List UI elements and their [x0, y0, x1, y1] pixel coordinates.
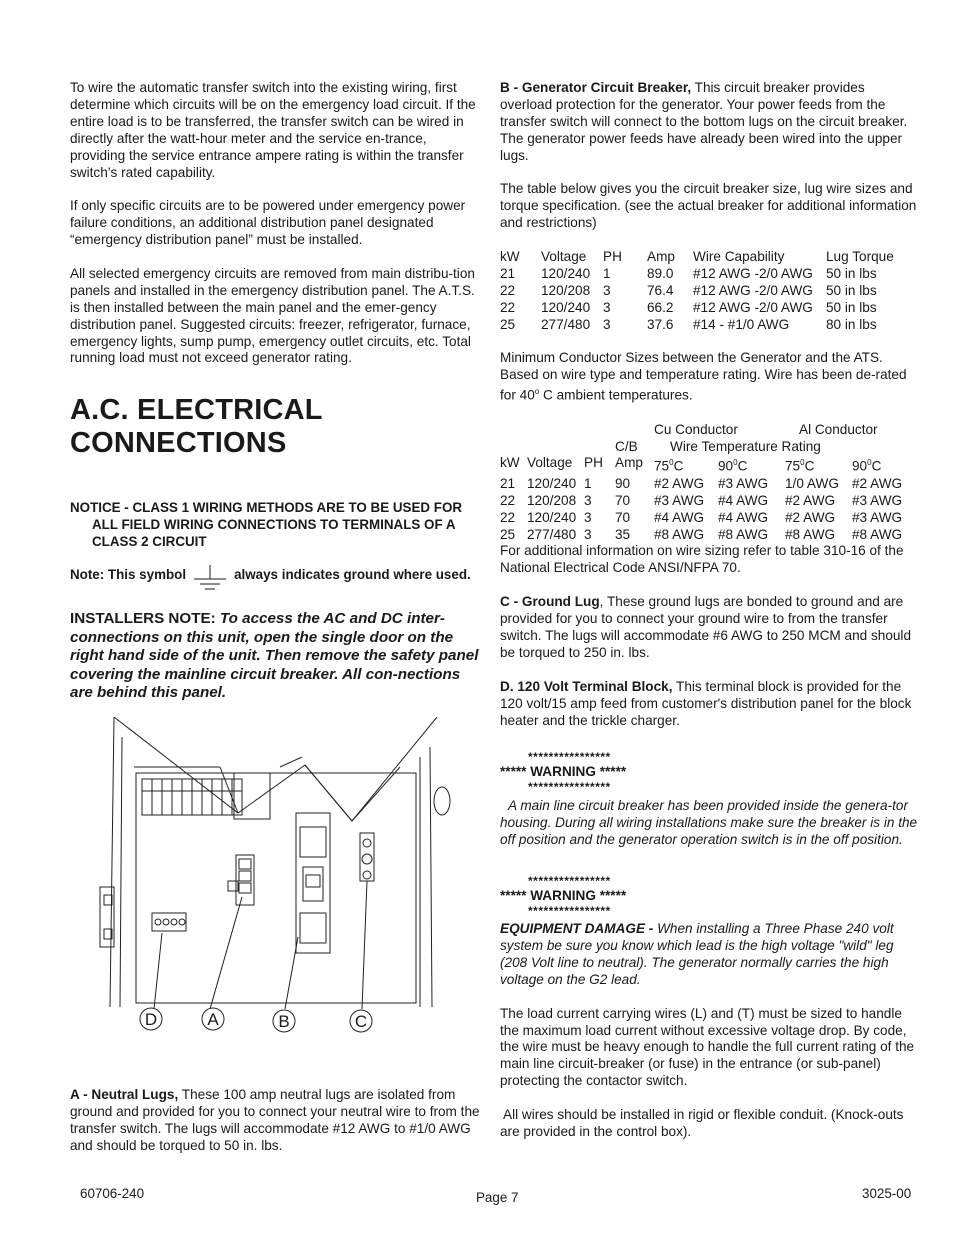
- intro-paragraph-3: All selected emergency circuits are removed from main distribu-tion panels and installed in the emergency distribution panel. The A.T.S. is then installed between the main panel and the emer-gency distribution panel. Suggested circuits: freezer, refrigerator, furnace, emergency lights, sump pump, emergency outlet circuits, etc. Total running load must not exceed generator rating.: [70, 265, 475, 366]
- electrical-panel-diagram: [70, 717, 482, 1055]
- cell: 277/480: [527, 526, 577, 542]
- header-cell: Voltage: [541, 249, 587, 265]
- cell: 120/240: [541, 265, 591, 281]
- cell: #8 AWG: [654, 526, 705, 542]
- cell: 80 in lbs: [826, 316, 877, 332]
- cell: #2 AWG: [785, 509, 836, 525]
- cell: #2 AWG: [852, 475, 903, 491]
- neutral-lugs-text: These 100 amp neutral lugs are isolated from ground and provided for you to connect your neutral wire to from the transfer switch. The lugs will accommodate #12 AWG to #1/0 AWG and should be torqued to 50 in. lbs.: [70, 1086, 480, 1153]
- header-cell: kW: [500, 455, 520, 471]
- terminal-block-text: This terminal block is provided for the 120 volt/15 amp feed from customer's distribution panel for the block heater and the trickle charger.: [500, 678, 912, 728]
- ground-symbol-note: [70, 565, 482, 591]
- section-title-line-1: A.C. ELECTRICAL: [70, 394, 323, 427]
- breaker-table: [500, 249, 918, 334]
- temp-value: 90: [718, 458, 734, 474]
- cell: 25: [500, 526, 516, 542]
- table-row: [500, 283, 918, 300]
- temp-value: 75: [654, 458, 670, 474]
- left-column: [70, 80, 482, 1155]
- right-column: [500, 80, 918, 1141]
- cell: #12 AWG -2/0 AWG: [693, 265, 813, 281]
- diagram-label-d: D: [144, 1010, 158, 1030]
- warning-stars-bottom: ****************: [528, 904, 611, 919]
- warning-heading-1: ***** WARNING *****: [500, 764, 627, 780]
- cell: #8 AWG: [852, 526, 903, 542]
- cell: #3 AWG: [718, 475, 769, 491]
- min-conductor-paragraph: [500, 350, 918, 404]
- cell: 1: [584, 475, 592, 491]
- cell: 3: [584, 492, 592, 508]
- degree-superscript: 0: [867, 458, 872, 468]
- section-title-line-2: CONNECTIONS: [70, 427, 287, 460]
- diagram-label-c: C: [354, 1012, 368, 1032]
- temp-value: 90: [852, 458, 868, 474]
- degree-superscript: o: [534, 387, 540, 397]
- table-row: [500, 317, 918, 334]
- cell: 22: [500, 509, 516, 525]
- diagram-label-a: A: [207, 1010, 219, 1030]
- conductor-table: [500, 422, 912, 544]
- table-row: [500, 527, 912, 544]
- intro-paragraph-1: To wire the automatic transfer switch into the existing wiring, first determine which circuits will be on the emergency load circuit. If the entire load is to be transferred, the transfer switch can be wired in directly after the watt-hour meter and the service en-trance, providing the service entrance ampere rating is within the transfer switch’s rated capability.: [70, 80, 476, 180]
- cell: #4 AWG: [718, 492, 769, 508]
- installers-note: [70, 610, 482, 703]
- cell: 3: [584, 526, 592, 542]
- cell: #8 AWG: [785, 526, 836, 542]
- cell: 66.2: [647, 299, 674, 315]
- cell: 3: [603, 316, 611, 332]
- cell: #3 AWG: [852, 509, 903, 525]
- conductor-table-header: [500, 455, 912, 475]
- cell: #14 - #1/0 AWG: [693, 316, 790, 332]
- cell: 50 in lbs: [826, 282, 877, 298]
- installers-note-label: INSTALLERS NOTE:: [70, 610, 216, 628]
- table-intro: The table below gives you the circuit breaker size, lug wire sizes and torque specification. (see the actual breaker for additional information and restrictions): [500, 181, 917, 231]
- degree-superscript: 0: [669, 458, 674, 468]
- table-row: [500, 510, 912, 527]
- section-title: [70, 394, 482, 460]
- table-row: [500, 476, 912, 493]
- cell: 22: [500, 282, 516, 298]
- header-cell: [718, 455, 785, 475]
- temp-unit: C: [737, 458, 748, 474]
- cell: #2 AWG: [654, 475, 705, 491]
- conduit-paragraph: All wires should be installed in rigid or flexible conduit. (Knock-outs are provided in the control box).: [500, 1107, 904, 1139]
- cell: 120/208: [527, 492, 577, 508]
- cb-label: C/B: [615, 438, 638, 454]
- load-current-paragraph: The load current carrying wires (L) and (T) must be sized to handle the maximum load current without excessive voltage drop. By code, the wire must be heavy enough to handle the full current rating of the main line circuit-breaker (or fuse) in the entrance (or sub-panel) protecting the contactor switch.: [500, 1005, 915, 1089]
- header-cell: [785, 455, 852, 475]
- cell: 89.0: [647, 265, 674, 281]
- cell: #8 AWG: [718, 526, 769, 542]
- equipment-damage-label: EQUIPMENT DAMAGE -: [500, 921, 654, 937]
- breaker-table-header: [500, 249, 918, 266]
- header-cell: Lug Torque: [826, 249, 894, 265]
- cell: 120/240: [527, 509, 577, 525]
- cell: #4 AWG: [654, 509, 705, 525]
- cell: 90: [615, 475, 631, 491]
- generator-breaker-paragraph: [500, 80, 918, 165]
- cell: #2 AWG: [785, 492, 836, 508]
- neutral-lugs-paragraph: [70, 1087, 482, 1155]
- header-cell: [654, 455, 718, 475]
- table-row: [500, 266, 918, 283]
- header-cell: Amp: [647, 249, 675, 265]
- cell: 120/240: [541, 299, 591, 315]
- terminal-block-paragraph: [500, 679, 918, 730]
- installers-note-text: To access the AC and DC inter-connections on this unit, open the single door on the right hand side of the unit. Then remove the safety panel covering the mainline circuit breaker. All con-nections are behind this panel.: [70, 610, 479, 702]
- ground-symbol-icon: [192, 565, 228, 591]
- cell: 21: [500, 475, 516, 491]
- cell: 3: [603, 299, 611, 315]
- cell: 1/0 AWG: [785, 475, 839, 491]
- header-cell: PH: [603, 249, 622, 265]
- cell: #3 AWG: [654, 492, 705, 508]
- table-row: [500, 300, 918, 317]
- min-conductor-text: Minimum Conductor Sizes between the Generator and the ATS. Based on wire type and temperature rating. Wire has been de-rated for 40: [500, 350, 907, 403]
- conductor-group-header: [500, 422, 912, 439]
- cell: 22: [500, 492, 516, 508]
- equipment-damage-paragraph: [500, 921, 918, 989]
- cell: 21: [500, 265, 516, 281]
- cell: 3: [603, 282, 611, 298]
- cell: 50 in lbs: [826, 299, 877, 315]
- wire-sizing-footnote: For additional information on wire sizing refer to table 310-16 of the National Electrical Code ANSI/NFPA 70.: [500, 543, 904, 576]
- cell: 277/480: [541, 316, 591, 332]
- cu-conductor-label: Cu Conductor: [654, 421, 738, 437]
- ground-lug-text: , These ground lugs are bonded to ground and are provided for you to connect your ground wire to from the transfer switch. The lugs will accommodate #6 AWG to 250 MCM and should be torqued to 250 in. lbs.: [500, 594, 912, 660]
- equipment-damage-text: When installing a Three Phase 240 volt system be sure you know which lead is the high voltage "wild" leg (208 Volt line to neutral). The generator normally carries the high voltage on the G2 lead.: [500, 921, 894, 987]
- footer-page-number: Page 7: [476, 1190, 519, 1205]
- cell: 50 in lbs: [826, 265, 877, 281]
- header-cell: Wire Capability: [693, 249, 785, 265]
- intro-paragraph-2: If only specific circuits are to be powered under emergency power failure conditions, an additional distribution panel designated “emergency distribution panel” must be installed.: [70, 198, 466, 248]
- cell: 22: [500, 299, 516, 315]
- temp-unit: C: [673, 458, 684, 474]
- diagram-label-b: B: [278, 1012, 290, 1032]
- temp-unit: C: [804, 458, 815, 474]
- warning-stars-bottom: ****************: [528, 780, 611, 795]
- cell: #12 AWG -2/0 AWG: [693, 299, 813, 315]
- cell: 120/208: [541, 282, 591, 298]
- note-text-after: always indicates ground where used.: [234, 567, 471, 583]
- cell: 70: [615, 509, 631, 525]
- neutral-lugs-label: A - Neutral Lugs,: [70, 1086, 179, 1102]
- note-text-before: Note: This symbol: [70, 567, 187, 583]
- cell: 37.6: [647, 316, 674, 332]
- header-cell: kW: [500, 249, 520, 265]
- warning-stars-top: ****************: [528, 750, 611, 765]
- cell: 35: [615, 526, 631, 542]
- al-conductor-label: Al Conductor: [799, 421, 878, 437]
- cell: 1: [603, 265, 611, 281]
- warning-1-text: A main line circuit breaker has been provided inside the genera-tor housing. During all wiring installations make sure the breaker is in the off position and the generator operation switch is in the off position.: [500, 798, 918, 848]
- degree-superscript: 0: [800, 458, 805, 468]
- cell: 70: [615, 492, 631, 508]
- footer-document-code: 3025-00: [862, 1186, 912, 1201]
- cell: #3 AWG: [852, 492, 903, 508]
- min-conductor-text-end: C ambient temperatures.: [539, 387, 693, 403]
- class-1-notice: NOTICE - CLASS 1 WIRING METHODS ARE TO BE USED FOR ALL FIELD WIRING CONNECTIONS TO TERMINALS OF A CLASS 2 CIRCUIT: [70, 500, 463, 550]
- warning-heading-2: ***** WARNING *****: [500, 888, 627, 904]
- table-row: [500, 493, 912, 510]
- cell: 3: [584, 509, 592, 525]
- footer-part-number: 60706-240: [80, 1186, 145, 1201]
- warning-stars-top: ****************: [528, 874, 611, 889]
- terminal-block-label: D. 120 Volt Terminal Block,: [500, 678, 673, 694]
- generator-breaker-text: This circuit breaker provides overload protection for the generator. Your power feeds from the transfer switch will connect to the bottom lugs on the circuit breaker. The generator power feeds have already been wired into the upper lugs.: [500, 80, 908, 163]
- degree-superscript: 0: [733, 458, 738, 468]
- cell: 120/240: [527, 475, 577, 491]
- temp-value: 75: [785, 458, 801, 474]
- conductor-subheader: [500, 439, 912, 456]
- header-cell: Amp: [615, 455, 643, 471]
- header-cell: PH: [584, 455, 603, 471]
- generator-breaker-label: B - Generator Circuit Breaker,: [500, 80, 692, 95]
- cell: #12 AWG -2/0 AWG: [693, 282, 813, 298]
- cell: 25: [500, 316, 516, 332]
- wire-temp-label: Wire Temperature Rating: [670, 438, 821, 454]
- header-cell: Voltage: [527, 455, 573, 471]
- header-cell: [852, 455, 912, 475]
- cell: #4 AWG: [718, 509, 769, 525]
- temp-unit: C: [871, 458, 882, 474]
- ground-lug-label: C - Ground Lug: [500, 594, 600, 610]
- ground-lug-paragraph: [500, 594, 918, 662]
- cell: 76.4: [647, 282, 674, 298]
